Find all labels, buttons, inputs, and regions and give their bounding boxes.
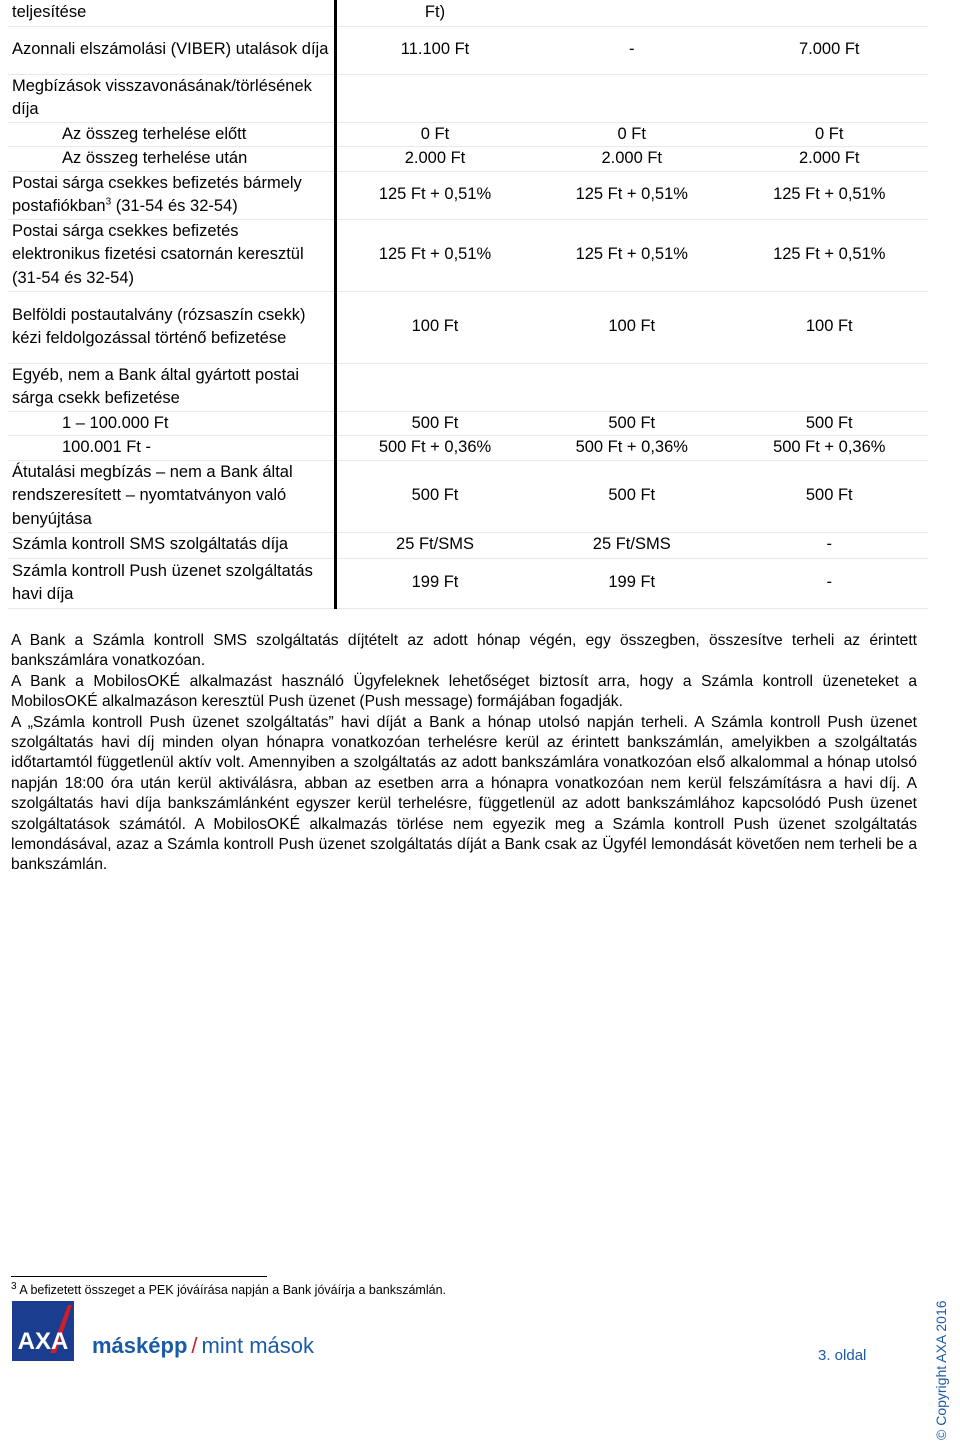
axa-logo [12, 1301, 74, 1361]
cell-value [336, 363, 534, 411]
cell-value: 199 Ft [533, 558, 731, 608]
cell-value: - [731, 558, 929, 608]
table-row [8, 558, 928, 608]
cell-value: 100 Ft [533, 291, 731, 363]
cell-value: 500 Ft [533, 411, 731, 436]
footnote-text: A befizetett összeget a PEK jóváírása napján a Bank jóváírja a bankszámlán. [16, 1283, 446, 1297]
table-row [8, 0, 928, 26]
cell-value: 0 Ft [336, 122, 534, 147]
cell-value: 500 Ft [731, 460, 929, 532]
cell-value: 125 Ft + 0,51% [336, 219, 534, 291]
note-paragraph: A „Számla kontroll Push üzenet szolgáltatás” havi díját a Bank a hónap utolsó napján terheli. A Számla kontroll Push üzenet szolgáltatás havi díj minden olyan hónapra vonatkozóan terhelésre kerül az érintett bankszámlán, amelyikben a szolgáltatás időtartamtól függetlenül aktív volt. Amennyiben a szolgáltatás az adott bankszámlára vonatkozóan első alkalommal a hónap utolsó napján 18:00 óra után kerül aktiválásra, abban az esetben arra a hónapra vonatkozóan nem kerül felszámításra a havi díj. A szolgáltatás havi díja bankszámlánként egyszer kerül terhelésre, függetlenül az adott bankszámlához kapcsolódó Push üzenet szolgáltatások számától. A MobilosOKÉ alkalmazás törlése nem egyezik meg a Számla kontroll Push üzenet szolgáltatás lemondásával, azaz a Számla kontroll Push üzenet szolgáltatás díját a Bank csak az Ügyfél lemondását követően nem terheli be a bankszámlán. [11, 713, 917, 874]
footnote-ref: 3 [105, 196, 112, 208]
cell-value: 500 Ft [336, 411, 534, 436]
cell-value [533, 0, 731, 26]
cell-value: 25 Ft/SMS [336, 532, 534, 558]
cell-value: 500 Ft + 0,36% [731, 436, 929, 461]
cell-value: 500 Ft + 0,36% [336, 436, 534, 461]
row-label: Belföldi postautalvány (rózsaszín csekk) kézi feldolgozással történő befizetése [8, 291, 336, 363]
row-label: Az összeg terhelése után [8, 147, 336, 172]
cell-value: 100 Ft [731, 291, 929, 363]
cell-value: 125 Ft + 0,51% [731, 171, 929, 219]
table-row [8, 436, 928, 461]
slogan-separator: / [191, 1333, 198, 1358]
row-label: Egyéb, nem a Bank által gyártott postai sárga csekk befizetése [8, 363, 336, 411]
copyright-notice [933, 1290, 960, 1450]
cell-value: 0 Ft [533, 122, 731, 147]
logo-text: AXA [17, 1328, 69, 1355]
table-row [8, 532, 928, 558]
footnote-mark: 3 [11, 1280, 17, 1292]
cell-value: 2.000 Ft [336, 147, 534, 172]
cell-value: 199 Ft [336, 558, 534, 608]
cell-value: - [533, 26, 731, 74]
cell-value: 11.100 Ft [336, 26, 534, 74]
cell-value: - [731, 532, 929, 558]
cell-value: 2.000 Ft [533, 147, 731, 172]
row-label [8, 171, 336, 219]
slogan-part: mint mások [201, 1333, 314, 1358]
table-row [8, 147, 928, 172]
table-row [8, 460, 928, 532]
footnote [11, 1282, 446, 1298]
cell-value [731, 0, 929, 26]
cell-value: 125 Ft + 0,51% [731, 219, 929, 291]
fee-table [8, 0, 928, 609]
cell-value: 2.000 Ft [731, 147, 929, 172]
cell-value: 125 Ft + 0,51% [336, 171, 534, 219]
cell-value: 500 Ft + 0,36% [533, 436, 731, 461]
row-label: Az összeg terhelése előtt [8, 122, 336, 147]
row-label: Postai sárga csekkes befizetés elektronikus fizetési csatornán keresztül (31-54 és 32-54) [8, 219, 336, 291]
cell-value [336, 74, 534, 122]
row-label: Azonnali elszámolási (VIBER) utalások díja [8, 26, 336, 74]
cell-value [731, 363, 929, 411]
table-row [8, 171, 928, 219]
page-number: 3. oldal [818, 1347, 867, 1364]
row-label: teljesítése [8, 0, 336, 26]
cell-value: 0 Ft [731, 122, 929, 147]
axa-logo-graphic [12, 1301, 74, 1361]
table-row [8, 219, 928, 291]
cell-value [533, 363, 731, 411]
row-label: Megbízások visszavonásának/törlésének díja [8, 74, 336, 122]
row-label: Számla kontroll SMS szolgáltatás díja [8, 532, 336, 558]
note-paragraph: A Bank a Számla kontroll SMS szolgáltatás díjtételt az adott hónap végén, egy összegben, összesítve terheli az érintett bankszámlára vonatkozóan. [11, 632, 917, 670]
cell-value: 500 Ft [731, 411, 929, 436]
notes-section [11, 631, 917, 876]
row-label: Számla kontroll Push üzenet szolgáltatás havi díja [8, 558, 336, 608]
cell-value: 125 Ft + 0,51% [533, 219, 731, 291]
slogan [92, 1333, 314, 1359]
table-row [8, 411, 928, 436]
table-row [8, 26, 928, 74]
row-label: Átutalási megbízás – nem a Bank által rendszeresített – nyomtatványon való benyújtása [8, 460, 336, 532]
slogan-part: másképp [92, 1333, 188, 1358]
row-label: 100.001 Ft - [8, 436, 336, 461]
row-label: 1 – 100.000 Ft [8, 411, 336, 436]
note-paragraph: A Bank a MobilosOKÉ alkalmazást használó Ügyfeleknek lehetőséget biztosít arra, hogy a Számla kontroll üzeneteket a MobilosOKÉ alkalmazáson keresztül Push üzenet (Push message) formájában fogadják. [11, 672, 917, 711]
cell-value: 25 Ft/SMS [533, 532, 731, 558]
row-label-text: (31-54 és 32-54) [111, 197, 238, 215]
footnote-divider [11, 1276, 267, 1277]
cell-value: 500 Ft [533, 460, 731, 532]
cell-value: 500 Ft [336, 460, 534, 532]
table-row [8, 74, 928, 122]
table-row [8, 363, 928, 411]
cell-value [533, 74, 731, 122]
cell-value: 7.000 Ft [731, 26, 929, 74]
table-row [8, 291, 928, 363]
cell-value: Ft) [336, 0, 534, 26]
cell-value [731, 74, 929, 122]
cell-value: 125 Ft + 0,51% [533, 171, 731, 219]
copyright-text: © Copyright AXA 2016 [933, 1300, 949, 1440]
table-row [8, 122, 928, 147]
cell-value: 100 Ft [336, 291, 534, 363]
row-label-text: Postai sárga csekkes befizetés bármely postafiókban [12, 173, 302, 215]
